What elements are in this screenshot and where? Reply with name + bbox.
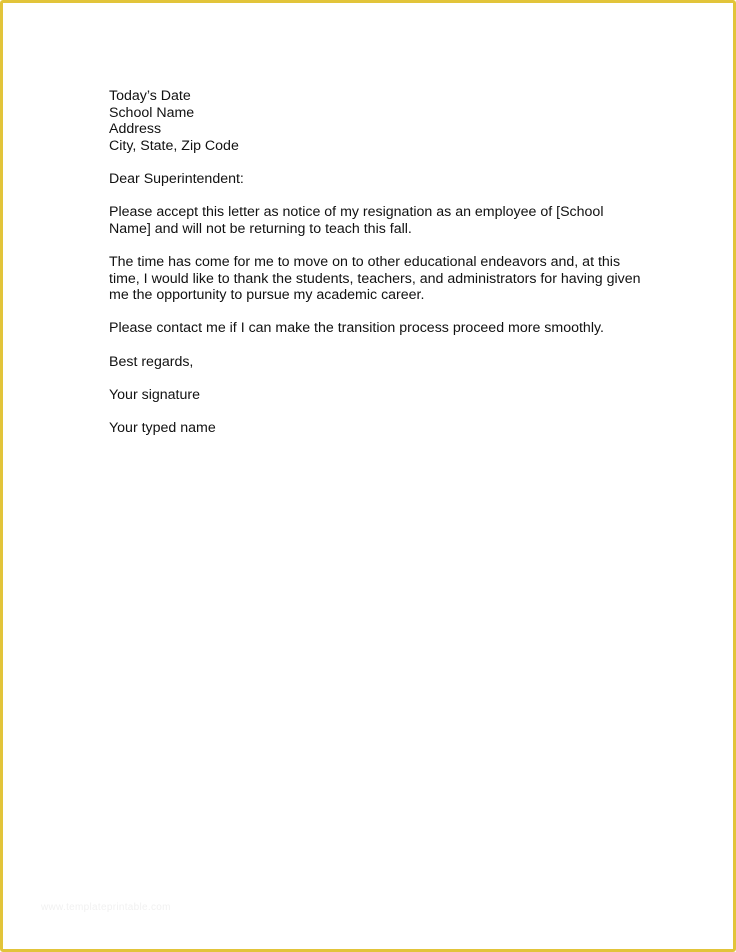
paragraph-thanks: The time has come for me to move on to other educational endeavors and, at this time, I would like to thank the students, teachers, and administrators for having given me the opportunity to pursue my academic career. [109, 253, 641, 304]
school-name-line: School Name [109, 104, 195, 121]
typed-name-line: Your typed name [109, 419, 216, 436]
signature-line: Your signature [109, 386, 200, 403]
closing: Best regards, [109, 353, 194, 370]
paragraph-resignation-notice: Please accept this letter as notice of my resignation as an employee of [School Name] and will not be returning to teach this fall. [109, 204, 604, 237]
letter-body [109, 88, 649, 453]
paragraph-contact: Please contact me if I can make the transition process proceed more smoothly. [109, 320, 604, 337]
recipient-address-block [109, 88, 649, 154]
address-line: Address [109, 121, 162, 138]
salutation: Dear Superintendent: [109, 170, 244, 187]
watermark: www.templateprintable.com [41, 902, 171, 913]
city-state-zip-line: City, State, Zip Code [109, 137, 239, 154]
date-line: Today’s Date [109, 88, 191, 104]
